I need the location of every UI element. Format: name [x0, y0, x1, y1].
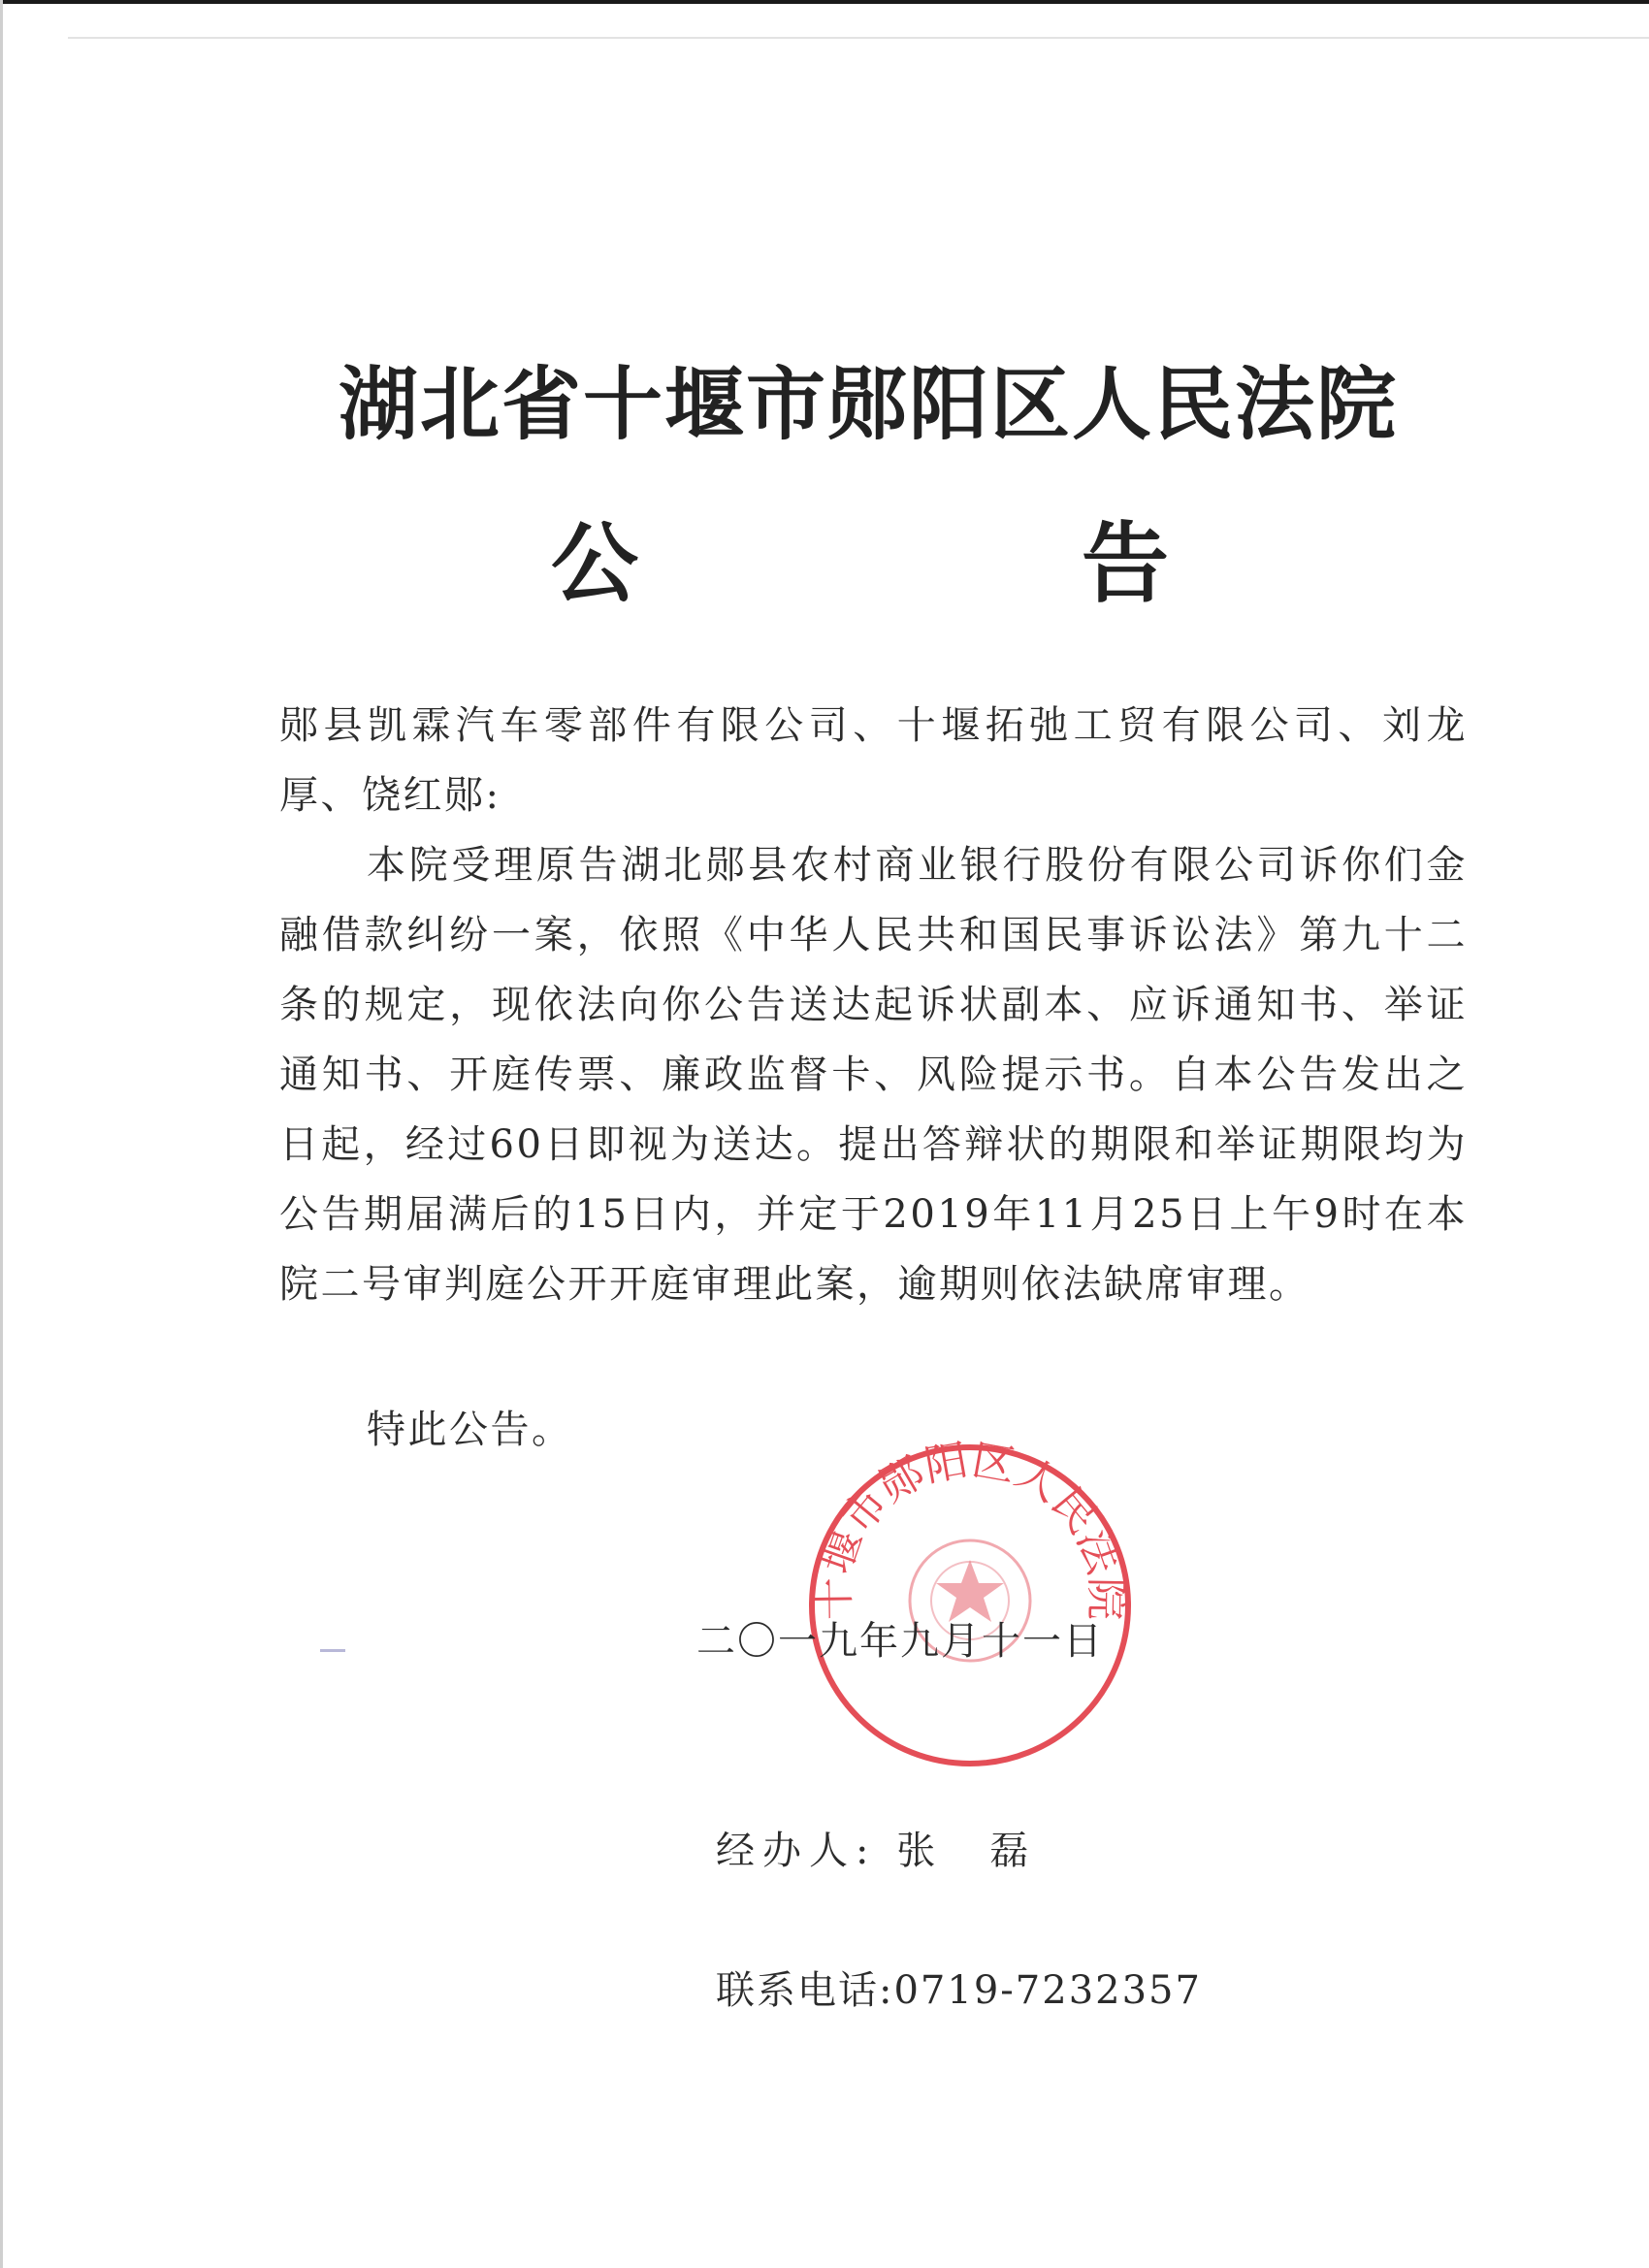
handler-name: 张 磊	[896, 1829, 1037, 1873]
main-paragraph: 本院受理原告湖北郧县农村商业银行股份有限公司诉你们金融借款纠纷一案，依照《中华人民共和国民事诉讼法》第九十二条的规定，现依法向你公告送达起诉状副本、应诉通知书、举证通知书、开庭传票、廉政监督卡、风险提示书。自本公告发出之日起，经过60日即视为送达。提出答辩状的期限和举证期限均为公告期届满后的15日内，并定于2019年11月25日上午9时在本院二号审判庭公开开庭审理此案，逾期则依法缺席审理。	[279, 843, 1468, 1307]
court-name-heading: 湖北省十堰市郧阳区人民法院	[338, 358, 1398, 451]
phone-label: 联系电话:	[716, 1968, 894, 2013]
addressee-text: 郧县凯霖汽车零部件有限公司、十堰拓弛工贸有限公司、刘龙厚、饶红郧:	[279, 703, 1468, 818]
seal-text: 十堰市郧阳区人民法院	[809, 1436, 1131, 1621]
document-date: 二〇一九年九月十一日	[696, 1619, 1104, 1664]
phone-line	[716, 1960, 1202, 2015]
handler-label: 经办人:	[716, 1829, 877, 1873]
handler-line	[716, 1820, 1036, 1875]
scan-line	[68, 37, 1649, 39]
scan-edge-left	[0, 0, 3, 2268]
court-seal-stamp	[800, 1436, 1140, 1775]
phone-number: 0719-7232357	[893, 1968, 1202, 2013]
scan-edge-top	[0, 0, 1649, 4]
notice-title-char-2: 告	[1082, 512, 1169, 615]
closing-text: 特此公告。	[367, 1408, 573, 1452]
scan-mark	[320, 1649, 345, 1652]
notice-title-char-1: 公	[551, 512, 638, 615]
